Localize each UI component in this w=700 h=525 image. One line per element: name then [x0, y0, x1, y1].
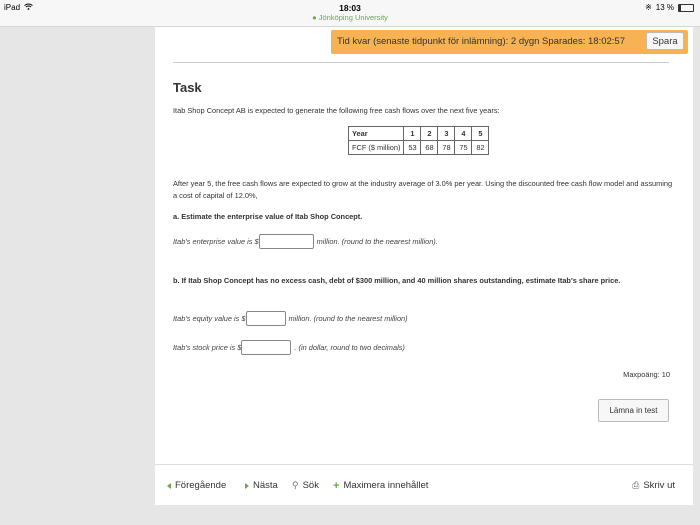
- eq-suffix: million. (round to the nearest million): [288, 314, 408, 323]
- ev-prefix: Itab's enterprise value is $: [173, 237, 259, 246]
- device-label: iPad: [4, 3, 21, 12]
- next-link[interactable]: [245, 480, 278, 491]
- task-assumptions: After year 5, the free cash flows are expected to grow at the industry average of 3.0% per year. Using the discounted free cash flow model and assuming a cost of capital of 12.0%,: [173, 179, 673, 200]
- table-cell: 75: [455, 141, 472, 155]
- print-link[interactable]: [632, 480, 675, 491]
- site-label: [0, 13, 700, 23]
- bluetooth-icon: ※: [645, 3, 652, 12]
- status-right: [645, 3, 694, 12]
- clock: 18:03: [339, 3, 361, 13]
- equity-value-line: [173, 311, 408, 326]
- ev-suffix: million. (round to the nearest million).: [316, 237, 438, 246]
- table-header-year: Year: [349, 127, 404, 141]
- battery-percent: 13 %: [655, 3, 674, 12]
- search-link[interactable]: [292, 480, 319, 491]
- next-label: Nästa: [253, 480, 278, 491]
- table-cell: 5: [472, 127, 489, 141]
- enterprise-value-line: [173, 234, 438, 249]
- table-header-fcf: FCF ($ million): [349, 141, 404, 155]
- printer-icon: ⎙: [632, 480, 640, 490]
- table-cell: 2: [421, 127, 438, 141]
- table-row: [349, 141, 489, 155]
- status-center: [0, 3, 700, 23]
- table-row: [349, 127, 489, 141]
- sp-suffix: . (in dollar, round to two decimals): [294, 343, 405, 352]
- table-cell: 3: [438, 127, 455, 141]
- plus-icon: +: [333, 479, 340, 492]
- prev-link[interactable]: [167, 480, 226, 491]
- table-cell: 1: [404, 127, 421, 141]
- save-button[interactable]: Spara: [646, 32, 684, 50]
- submit-test-button[interactable]: Lämna in test: [598, 399, 669, 422]
- arrow-right-icon: [245, 483, 249, 489]
- arrow-left-icon: [167, 483, 171, 489]
- status-bar: [0, 0, 700, 27]
- eq-prefix: Itab's equity value is $: [173, 314, 246, 323]
- maximize-label: Maximera innehållet: [343, 480, 429, 491]
- timer-text: Tid kvar (senaste tidpunkt för inlämning): 2 dygn Sparades: 18:02:57: [337, 36, 625, 47]
- question-b: b. If Itab Shop Concept has no excess cash, debt of $300 million, and 40 million shares outstanding, estimate Itab's share price.: [173, 276, 621, 285]
- fcf-table: [348, 126, 489, 155]
- stock-price-line: [173, 340, 405, 355]
- question-a: a. Estimate the enterprise value of Itab Shop Concept.: [173, 212, 363, 221]
- lock-icon: ●: [312, 13, 317, 22]
- footer-nav: [155, 474, 693, 494]
- equity-value-input[interactable]: [246, 311, 286, 326]
- print-label: Skriv ut: [643, 480, 675, 491]
- table-cell: 82: [472, 141, 489, 155]
- sp-prefix: Itab's stock price is $: [173, 343, 242, 352]
- stock-price-input[interactable]: [241, 340, 291, 355]
- table-cell: 78: [438, 141, 455, 155]
- test-page: [155, 27, 693, 505]
- battery-icon: [678, 4, 694, 12]
- table-cell: 4: [455, 127, 472, 141]
- table-cell: 68: [421, 141, 438, 155]
- prev-label: Föregående: [175, 480, 227, 491]
- max-points: Maxpoäng: 10: [623, 370, 670, 379]
- task-title: Task: [173, 80, 202, 95]
- divider: [173, 62, 669, 63]
- footer-divider: [155, 464, 693, 465]
- table-cell: 53: [404, 141, 421, 155]
- search-label: Sök: [302, 480, 319, 491]
- task-intro: Itab Shop Concept AB is expected to generate the following free cash flows over the next five years:: [173, 106, 500, 115]
- search-icon: ⚲: [292, 480, 299, 490]
- site-name: Jönköping University: [318, 13, 388, 22]
- enterprise-value-input[interactable]: [259, 234, 314, 249]
- timer-bar: [331, 30, 688, 54]
- maximize-link[interactable]: [333, 480, 428, 491]
